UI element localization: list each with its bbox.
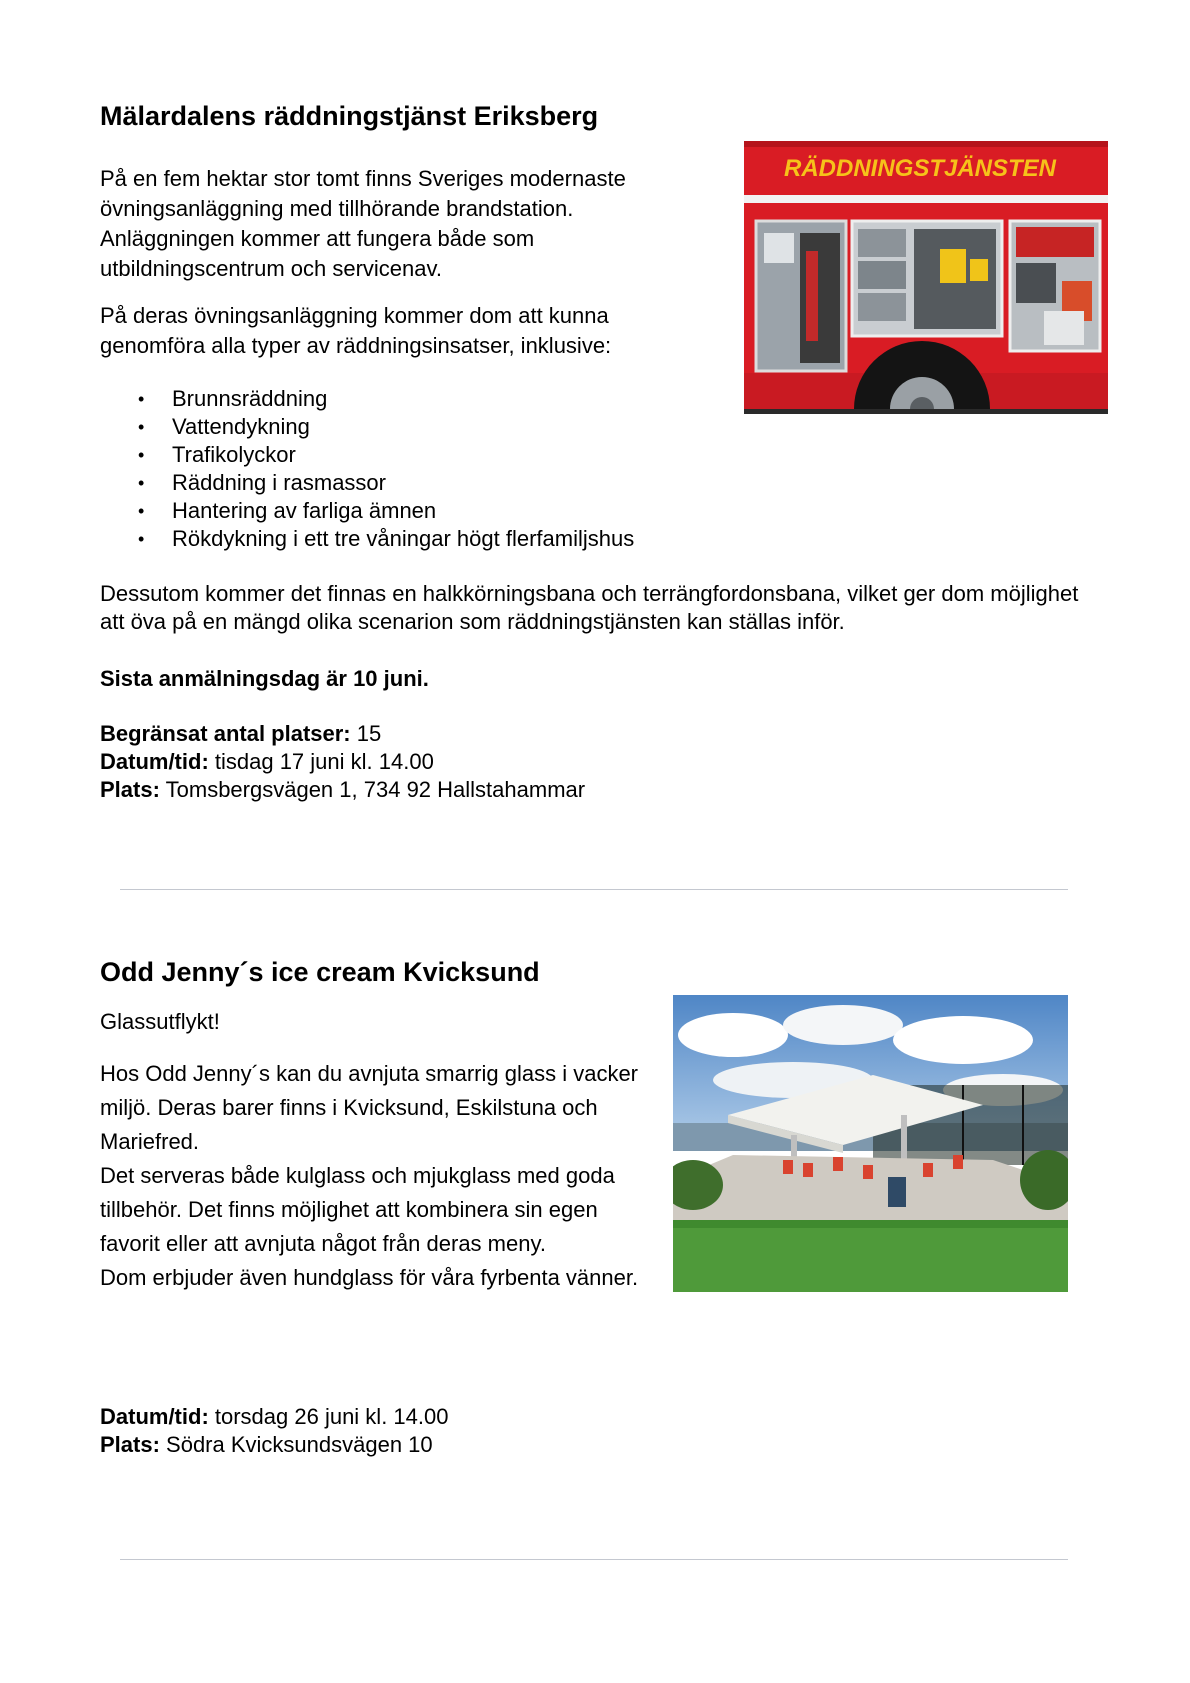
list-item: • Vattendykning (100, 413, 740, 441)
ice-cream-terrace-photo (673, 995, 1068, 1292)
truck-sign-text: RÄDDNINGSTJÄNSTEN (784, 155, 1057, 182)
place-label: Plats: (100, 1432, 160, 1457)
list-item: • Trafikolyckor (100, 441, 740, 469)
datetime-label: Datum/tid: (100, 749, 209, 774)
intro-paragraph (100, 164, 700, 284)
description-line-3: Dom erbjuder även hundglass för våra fyrbenta vänner. (100, 1265, 639, 1290)
event-details-odd-jenny (100, 1403, 448, 1459)
list-item: • Räddning i rasmassor (100, 469, 740, 497)
rescue-types-list (100, 385, 740, 553)
training-paragraph (100, 301, 700, 361)
place-label: Plats: (100, 777, 160, 802)
section-title-odd-jenny: Odd Jenny´s ice cream Kvicksund (100, 957, 540, 987)
event-details-eriksberg (100, 720, 585, 804)
description-line-2: Det serveras både kulglass och mjukglass med goda tillbehör. Det finns möjlighet att kombinera sin egen favorit eller att avnjuta något från deras meny. (100, 1163, 615, 1256)
list-item: • Brunnsräddning (100, 385, 740, 413)
deadline-text: Sista anmälningsdag är 10 juni. (100, 666, 429, 691)
description-line-1: Hos Odd Jenny´s kan du avnjuta smarrig glass i vacker miljö. Deras barer finns i Kvicksund, Eskilstuna och Mariefred. (100, 1061, 639, 1154)
seats-row (100, 720, 585, 748)
seats-value: 15 (350, 721, 382, 746)
datetime-value: torsdag 26 juni kl. 14.00 (208, 1404, 449, 1429)
datetime-label: Datum/tid: (100, 1404, 209, 1429)
place-row (100, 776, 585, 804)
list-item: • Rökdykning i ett tre våningar högt flerfamiljshus (100, 525, 740, 553)
place-value: Södra Kvicksundsvägen 10 (159, 1432, 433, 1457)
intro-text: På en fem hektar stor tomt finns Sveriges modernaste övningsanläggning med tillhörande brandstation. Anläggningen kommer att fungera både som utbildningscentrum och servicenav. (100, 166, 626, 281)
place-row (100, 1431, 448, 1459)
driving-paragraph: Dessutom kommer det finnas en halkkörningsbana och terrängfordonsbana, vilket ger dom möjlighet att öva på en mängd olika scenarion som räddningstjänsten kan ställas inför. (100, 581, 1079, 634)
datetime-value: tisdag 17 juni kl. 14.00 (208, 749, 434, 774)
section-title-eriksberg: Mälardalens räddningstjänst Eriksberg (100, 101, 599, 131)
training-text: På deras övningsanläggning kommer dom att kunna genomföra alla typer av räddningsinsatser, inklusive: (100, 303, 612, 358)
odd-jenny-description (100, 1057, 660, 1295)
datetime-row (100, 1403, 448, 1431)
section-divider (120, 889, 1068, 890)
section-divider (120, 1559, 1068, 1560)
datetime-row (100, 748, 585, 776)
place-value: Tomsbergsvägen 1, 734 92 Hallstahammar (159, 777, 586, 802)
subtitle-glassutflykt: Glassutflykt! (100, 1009, 220, 1034)
list-item: • Hantering av farliga ämnen (100, 497, 740, 525)
seats-label: Begränsat antal platser: (100, 721, 351, 746)
fire-truck-photo (744, 141, 1108, 414)
